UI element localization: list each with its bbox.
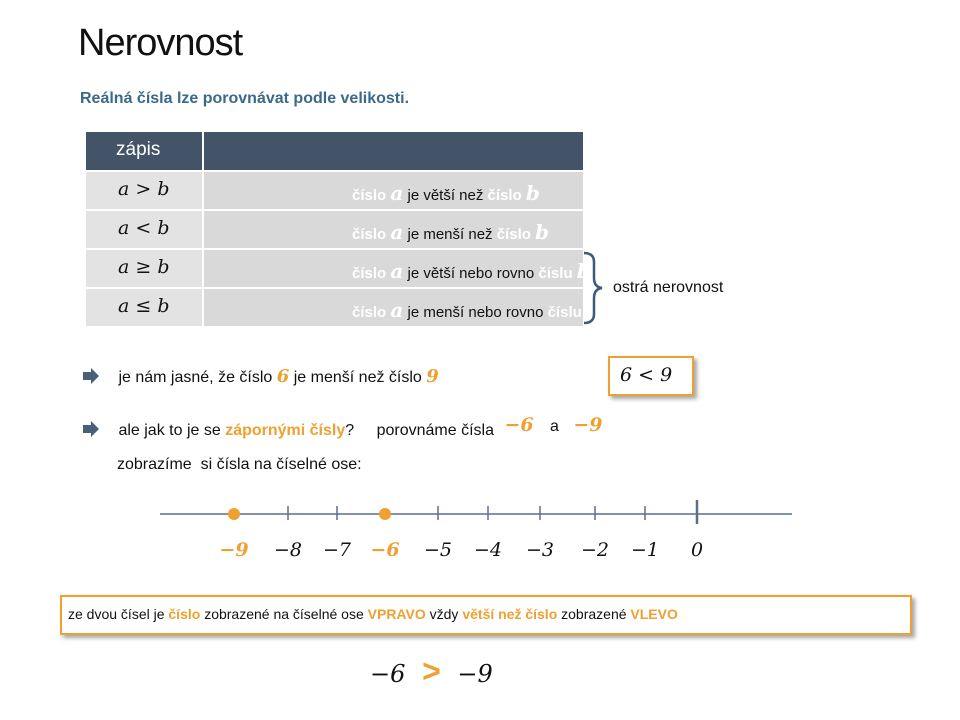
statement-1-text-a: je nám jasné, že číslo: [118, 369, 273, 386]
number-line-label: 0: [690, 539, 704, 561]
arrow-bullet-icon: [82, 368, 100, 384]
rule-box: ze dvou čísel je číslo zobrazené na číselné ose VPRAVO vždy větší než číslo zobrazené VLEVO: [60, 595, 912, 635]
inequality-notation: a < b: [118, 217, 170, 239]
statement-1: [82, 366, 439, 387]
example-box: [608, 356, 694, 396]
inequality-notation: a > b: [118, 178, 170, 200]
inequality-meaning: číslo a je menší nebo rovno číslu b: [352, 298, 600, 322]
inequality-notation: a ≤ b: [118, 295, 170, 317]
inequality-table: [86, 132, 600, 326]
number-line-label: −7: [322, 539, 352, 561]
inequality-notation: a ≥ b: [118, 256, 170, 278]
header-zapis: zápis: [116, 139, 161, 160]
number-line-label: −2: [580, 539, 610, 561]
statement-1-text-b: je menší než číslo: [293, 369, 422, 386]
number-neg6: −6: [504, 414, 534, 436]
number-9: 9: [426, 366, 439, 387]
number-neg9: −9: [573, 414, 603, 436]
number-line: [150, 490, 800, 570]
example-inequality: 6 < 9: [620, 364, 673, 386]
inequality-meaning: číslo a je menší než číslo b: [352, 220, 550, 244]
number-line-label: −6: [370, 539, 400, 561]
statement-2-text-b: porovnáme čísla: [376, 422, 494, 439]
subtitle: Reálná čísla lze porovnávat podle velikosti.: [80, 90, 410, 107]
curly-brace-icon: [580, 250, 610, 326]
number-line-label: −9: [219, 539, 249, 561]
number-line-label: −5: [423, 539, 453, 561]
final-inequality: −6 > −9: [370, 653, 493, 689]
page-title: Nerovnost: [78, 22, 243, 64]
greater-than-sign: >: [422, 653, 441, 689]
number-line-point: [228, 508, 240, 520]
table-row: [86, 248, 591, 287]
number-line-label: −8: [273, 539, 303, 561]
inequality-meaning: číslo a je větší nebo rovno číslu b: [352, 259, 591, 283]
number-line-label: −3: [525, 539, 555, 561]
inequality-meaning: číslo a je větší než číslo b: [352, 181, 540, 205]
number-line-label: −1: [630, 539, 660, 561]
arrow-bullet-icon: [82, 421, 100, 437]
statement-2-text-a: ale jak to je se: [118, 422, 221, 439]
number-6: 6: [276, 366, 290, 387]
brace-label: ostrá nerovnost: [613, 279, 724, 296]
number-line-label: −4: [473, 539, 503, 561]
table-header: [86, 132, 583, 170]
table-row: [86, 287, 600, 326]
negative-numbers-highlight: zápornými čísly: [225, 422, 346, 439]
table-row: [86, 170, 583, 209]
table-row: [86, 209, 583, 248]
statement-3: zobrazíme si čísla na číselné ose:: [117, 456, 362, 473]
number-line-point: [379, 508, 391, 520]
statement-2: ale jak to je se zápornými čísly? porovnáme čísla −6 a −9: [82, 418, 603, 440]
